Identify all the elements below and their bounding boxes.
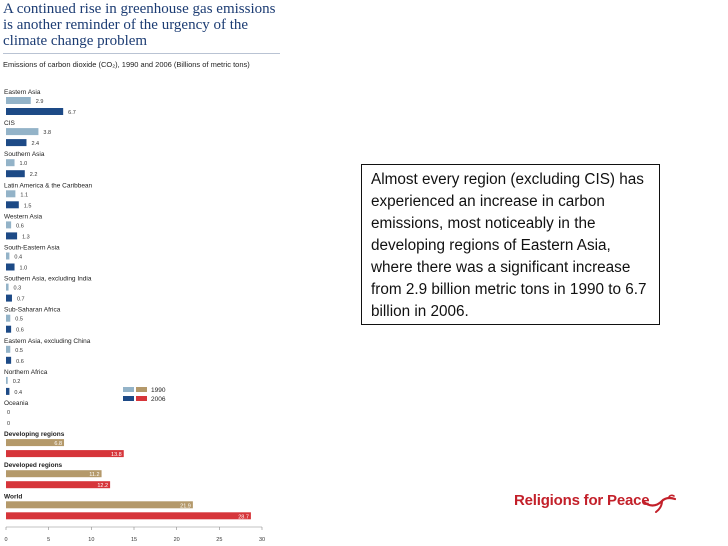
bar xyxy=(6,108,63,115)
bar xyxy=(6,501,193,508)
data-label: 0.3 xyxy=(13,285,22,292)
data-label: 0.2 xyxy=(12,378,21,385)
legend-swatch xyxy=(136,396,147,401)
bar xyxy=(6,232,17,239)
x-tick-label: 10 xyxy=(88,537,95,543)
bar xyxy=(6,346,10,353)
bar xyxy=(6,295,12,302)
data-label: 0.4 xyxy=(14,389,23,396)
data-label: 21.9 xyxy=(180,503,191,510)
data-label: 28.7 xyxy=(238,514,249,521)
bar xyxy=(6,159,15,166)
category-label: Developed regions xyxy=(4,462,63,470)
data-label: 0.6 xyxy=(16,327,24,334)
data-label: 11.2 xyxy=(89,472,100,479)
bar xyxy=(6,512,251,519)
data-label: 2.4 xyxy=(31,141,40,148)
brand-logo-text: Religions for Peace xyxy=(514,492,650,509)
bar xyxy=(6,139,26,146)
legend-swatch xyxy=(123,396,134,401)
category-label: Southern Asia xyxy=(4,151,45,159)
data-label: 0.5 xyxy=(15,316,23,323)
bar xyxy=(6,377,8,384)
category-label: Oceania xyxy=(4,400,29,407)
data-label: 6.8 xyxy=(54,441,63,448)
bar xyxy=(6,253,9,260)
data-label: 0.6 xyxy=(16,223,24,230)
emissions-bar-chart xyxy=(0,84,285,546)
category-label: Latin America & the Caribbean xyxy=(4,182,93,190)
category-label: Developing regions xyxy=(4,431,65,439)
data-label: 1.3 xyxy=(22,234,30,241)
legend-swatch xyxy=(123,387,134,392)
slide-title: A continued rise in greenhouse gas emissions is another reminder of the urgency of the climate change problem xyxy=(3,1,276,49)
data-label: 0.4 xyxy=(14,254,23,261)
category-label: Eastern Asia xyxy=(4,89,41,96)
category-label: Southern Asia, excluding India xyxy=(4,275,92,283)
data-label: 1.0 xyxy=(19,265,28,272)
bar xyxy=(6,201,19,208)
data-label: 6.7 xyxy=(68,110,76,116)
bar xyxy=(6,450,124,457)
legend-label: 1990 xyxy=(151,387,166,394)
title-divider xyxy=(3,53,280,54)
legend-label: 2006 xyxy=(151,396,166,403)
bar xyxy=(6,470,102,477)
bar xyxy=(6,128,38,135)
data-label: 0.5 xyxy=(15,347,23,354)
category-label: World xyxy=(4,493,23,501)
commentary-box: Almost every region (excluding CIS) has experienced an increase in carbon emissions, most noticeably in the developing regions of Eastern Asia, where there was a significant increase from 2.9 billion metric tons in 1990 to 6.7 billion in 2006. xyxy=(361,164,660,325)
x-tick-label: 15 xyxy=(130,537,138,543)
bar xyxy=(6,357,11,364)
data-label: 12.2 xyxy=(97,483,109,490)
bar xyxy=(6,315,10,322)
x-tick-label: 0 xyxy=(4,537,8,543)
data-label: 1.1 xyxy=(20,192,29,199)
category-label: Sub-Saharan Africa xyxy=(4,306,61,314)
bar xyxy=(6,221,11,228)
dove-icon xyxy=(641,492,677,514)
data-label: 3.8 xyxy=(43,130,52,137)
data-label: 1.0 xyxy=(19,161,28,168)
bar xyxy=(6,170,25,177)
chart-title: Emissions of carbon dioxide (CO₂), 1990 and 2006 (Billions of metric tons) xyxy=(3,60,250,69)
data-label: 2.2 xyxy=(29,172,38,179)
data-label: 0.7 xyxy=(16,296,25,303)
bar xyxy=(6,326,11,333)
data-label: 0 xyxy=(7,410,11,416)
x-tick-label: 20 xyxy=(173,537,180,543)
category-label: Northern Africa xyxy=(4,368,48,376)
x-tick-label: 5 xyxy=(47,537,51,543)
category-label: South-Eastern Asia xyxy=(4,244,60,252)
bar xyxy=(6,190,15,197)
bar xyxy=(6,97,31,104)
data-label: 1.5 xyxy=(23,203,32,210)
bar xyxy=(6,481,110,488)
category-label: Eastern Asia, excluding China xyxy=(4,337,91,345)
x-tick-label: 25 xyxy=(216,537,223,543)
data-label: 0 xyxy=(7,421,11,427)
data-label: 13.8 xyxy=(111,452,122,459)
category-label: CIS xyxy=(4,120,15,128)
legend-swatch xyxy=(136,387,147,392)
bar xyxy=(6,284,9,291)
category-label: Western Asia xyxy=(4,213,43,221)
data-label: 2.9 xyxy=(35,99,44,105)
bar xyxy=(6,264,15,271)
data-label: 0.6 xyxy=(16,358,24,365)
x-tick-label: 30 xyxy=(258,537,266,543)
bar xyxy=(6,388,9,395)
